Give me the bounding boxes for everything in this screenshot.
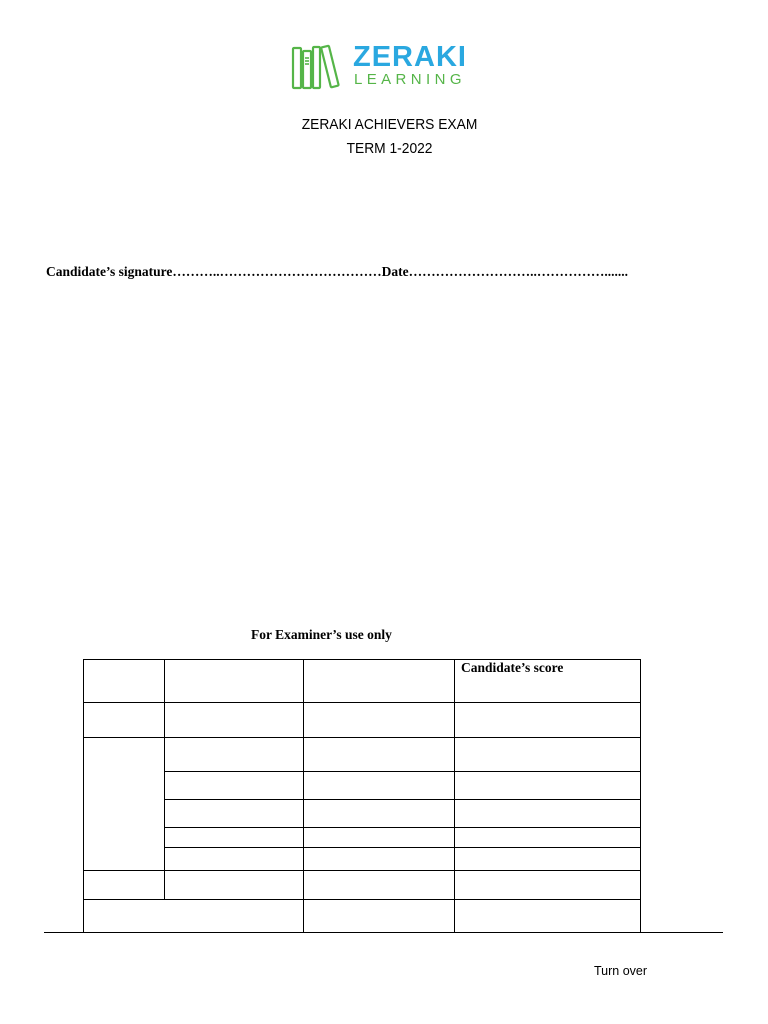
- logo-tagline: LEARNING: [354, 71, 466, 88]
- candidate-signature-line: Candidate’s signature………..………………………………Date………………………..…………….......: [46, 264, 629, 279]
- candidate-score-header: Candidate’s score: [461, 660, 564, 675]
- examiner-heading: For Examiner’s use only: [251, 627, 392, 642]
- turn-over-note: Turn over: [594, 964, 648, 978]
- exam-title: ZERAKI ACHIEVERS EXAM: [301, 116, 478, 133]
- footer-divider: [44, 932, 723, 933]
- exam-term: TERM 1-2022: [346, 140, 433, 157]
- logo-brand: ZERAKI: [353, 41, 467, 73]
